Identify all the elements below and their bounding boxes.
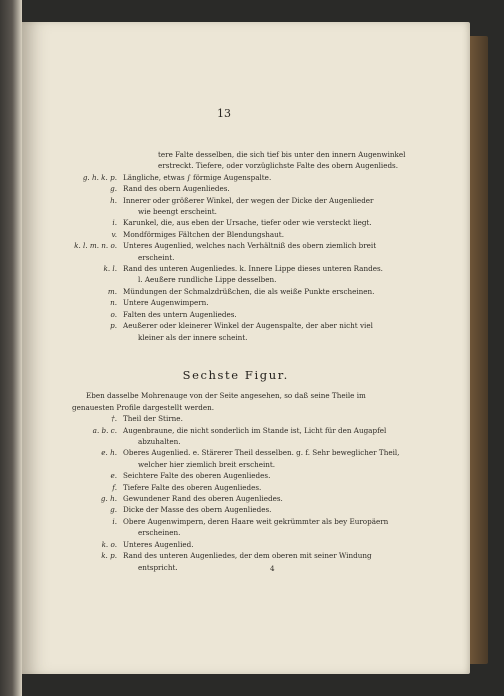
legend-text: Tiefere Falte des oberen Augenliedes. — [123, 482, 262, 492]
legend-text: Unteres Augenlied. — [123, 539, 194, 549]
legend-text: Unteres Augenlied, welches nach Verhältniß des obern ziemlich breit — [123, 241, 377, 251]
legend-key: i. — [112, 218, 117, 228]
intro-line-1: Eben dasselbe Mohrenauge von der Seite angesehen, so daß seine Theile im — [86, 391, 366, 401]
legend-continuation-line: l. Aeußere rundliche Lippe desselben. — [138, 275, 277, 285]
legend-text: Theil der Stirne. — [123, 414, 183, 424]
legend-entry — [72, 539, 399, 550]
legend-text: Falten des untern Augenliedes. — [123, 309, 237, 319]
legend-key: a. b. c. — [92, 425, 117, 435]
legend-key: p. — [110, 321, 117, 331]
legend-key: i. — [112, 516, 117, 526]
legend-continuation-line: wie beengt erscheint. — [138, 207, 217, 217]
legend-key: †. — [111, 414, 117, 424]
legend-entry — [72, 413, 399, 424]
legend-entry — [72, 229, 405, 240]
legend-text: Mündungen der Schmalzdrüßchen, die als weiße Punkte erscheinen. — [123, 286, 375, 296]
legend-block-figure-5 — [72, 149, 405, 343]
book-page — [22, 22, 470, 674]
legend-key: g. — [110, 184, 117, 194]
legend-entry — [72, 263, 405, 274]
legend-entry — [72, 240, 405, 251]
book-binding — [0, 0, 22, 696]
legend-text: Rand des unteren Augenliedes, der dem oberen mit seiner Windung — [123, 551, 372, 561]
legend-entry — [72, 217, 405, 228]
legend-entry — [72, 493, 399, 504]
legend-continuation-line: welcher hier ziemlich breit erscheint. — [138, 459, 276, 469]
legend-continuation-line: abzuhalten. — [138, 437, 181, 447]
legend-key: e. — [110, 471, 117, 481]
legend-key: o. — [110, 309, 117, 319]
legend-text: Aeußerer oder kleinerer Winkel der Augenspalte, der aber nicht viel — [123, 321, 373, 331]
legend-entry — [72, 195, 405, 206]
legend-key: e. h. — [101, 448, 117, 458]
legend-key: f. — [112, 482, 117, 492]
legend-text: Gewundener Rand des oberen Augenliedes. — [123, 494, 283, 504]
legend-key: k. l. — [103, 264, 117, 274]
legend-list-figure-6 — [72, 413, 399, 573]
legend-entry — [72, 309, 405, 320]
legend-entry — [72, 320, 405, 331]
legend-entry — [72, 550, 399, 561]
legend-block-figure-6 — [72, 349, 399, 573]
legend-entry — [72, 286, 405, 297]
catchword: 4 — [270, 564, 275, 573]
legend-text: Karunkel, die, aus eben der Ursache, tiefer oder wie versteckt liegt. — [123, 218, 372, 228]
legend-continuation-line: tere Falte desselben, die sich tief bis unter den innern Augenwinkel — [158, 150, 406, 159]
legend-entry — [72, 447, 399, 458]
legend-text: Dicke der Masse des obern Augenliedes. — [123, 505, 272, 515]
legend-text: Seichtere Falte des oberen Augenliedes. — [123, 471, 271, 481]
intro-line-2: genauesten Profile dargestellt werden. — [72, 402, 215, 412]
legend-key: k. o. — [101, 539, 117, 549]
legend-key: k. l. m. n. o. — [74, 241, 117, 251]
legend-entry — [72, 482, 399, 493]
legend-text: Oberes Augenlied. e. Stärerer Theil desselben. g. f. Sehr beweglicher Theil, — [123, 448, 400, 458]
legend-entry — [72, 425, 399, 436]
legend-text: Längliche, etwas ∫ förmige Augenspalte. — [123, 172, 272, 182]
legend-text: Mondförmiges Fältchen der Blendungshaut. — [123, 229, 284, 239]
legend-continuation-line: entspricht. — [138, 562, 178, 572]
legend-continuation-line: kleiner als der innere scheint. — [138, 332, 248, 342]
legend-continuation-line: erscheinen. — [138, 528, 181, 538]
legend-entry — [72, 172, 405, 183]
legend-entry — [72, 516, 399, 527]
legend-text: Untere Augenwimpern. — [123, 298, 209, 308]
legend-key: g. — [110, 505, 117, 515]
section-heading: Sechste Figur. — [182, 368, 289, 382]
legend-entry — [72, 470, 399, 481]
legend-text: Innerer oder größerer Winkel, der wegen der Dicke der Augenlieder — [123, 195, 374, 205]
legend-text: Obere Augenwimpern, deren Haare weit gekrümmter als bey Europäern — [123, 516, 389, 526]
legend-text: Rand des unteren Augenliedes. k. Innere Lippe dieses unteren Randes. — [123, 264, 383, 274]
legend-entry — [72, 297, 405, 308]
legend-key: g. h. k. p. — [82, 172, 117, 182]
legend-key: m. — [107, 286, 117, 296]
legend-entry — [72, 183, 405, 194]
legend-key: g. h. — [100, 494, 117, 504]
legend-key: h. — [110, 195, 117, 205]
legend-entry — [72, 504, 399, 515]
legend-key: n. — [110, 298, 117, 308]
legend-text: Augenbraune, die nicht sonderlich im Stande ist, Licht für den Augapfel — [123, 425, 387, 435]
legend-continuation-line: erstreckt. Tiefere, oder vorzüglichste Falte des obern Augenlieds. — [158, 161, 399, 171]
page-number: 13 — [217, 107, 231, 120]
legend-continuation-line: erscheint. — [138, 252, 175, 262]
legend-key: v. — [111, 229, 117, 239]
legend-key: k. p. — [101, 551, 117, 561]
legend-text: Rand des obern Augenliedes. — [123, 184, 230, 194]
